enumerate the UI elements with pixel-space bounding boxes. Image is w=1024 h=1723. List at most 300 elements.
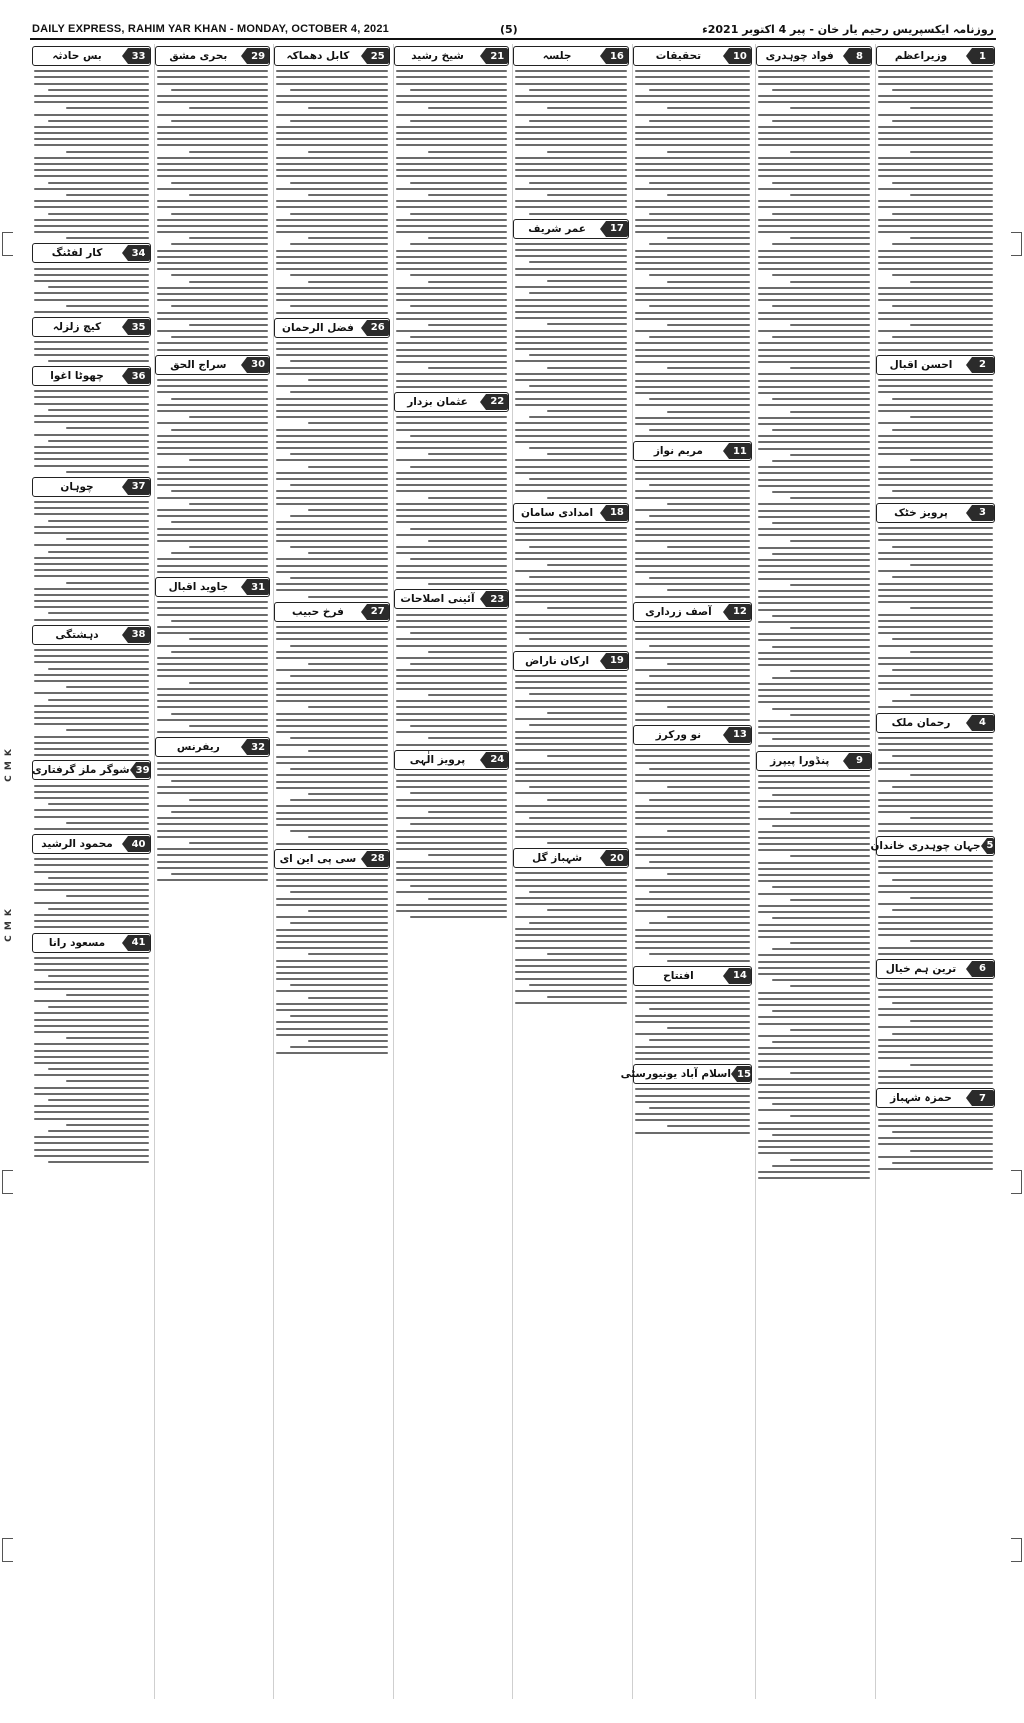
text-line xyxy=(515,330,627,332)
text-line xyxy=(892,638,993,640)
text-line xyxy=(758,126,870,128)
text-line xyxy=(758,924,870,926)
text-line xyxy=(410,528,508,530)
text-line xyxy=(547,280,627,282)
text-line xyxy=(396,744,508,746)
text-line xyxy=(529,546,627,548)
story-header xyxy=(32,933,151,953)
text-line xyxy=(758,163,870,165)
text-line xyxy=(878,435,993,437)
text-line xyxy=(48,1099,149,1101)
news-story xyxy=(394,589,510,745)
text-line xyxy=(878,614,993,616)
text-line xyxy=(171,213,269,215)
text-line xyxy=(910,651,993,653)
story-body-text xyxy=(155,70,271,350)
text-line xyxy=(396,318,508,320)
text-line xyxy=(878,169,993,171)
masthead-edition-urdu: روزنامہ ایکسپریس رحیم یار خان - پیر 4 اکتوبر 2021ء xyxy=(702,23,994,36)
text-line xyxy=(635,811,750,813)
text-line xyxy=(515,978,627,980)
text-line xyxy=(34,415,149,417)
text-line xyxy=(515,601,627,603)
text-line xyxy=(396,490,508,492)
text-line xyxy=(758,219,870,221)
text-line xyxy=(276,114,388,116)
text-line xyxy=(290,922,388,924)
text-line xyxy=(396,669,508,671)
text-line xyxy=(396,706,508,708)
news-story xyxy=(394,750,510,919)
registration-mark-right-top xyxy=(1011,232,1022,256)
text-line xyxy=(878,219,993,221)
text-line xyxy=(878,1057,993,1059)
story-header xyxy=(394,589,510,609)
story-headline: عمر شریف xyxy=(528,222,586,235)
story-body-text xyxy=(633,70,752,437)
text-line xyxy=(892,700,993,702)
story-body-text xyxy=(274,626,390,845)
text-line xyxy=(515,539,627,541)
text-line xyxy=(758,1091,870,1093)
text-line xyxy=(878,675,993,677)
text-line xyxy=(878,799,993,801)
text-line xyxy=(157,706,269,708)
text-line xyxy=(34,717,149,719)
text-line xyxy=(34,114,149,116)
text-line xyxy=(878,589,993,591)
news-story xyxy=(633,602,752,721)
text-line xyxy=(758,849,870,851)
text-line xyxy=(189,151,269,153)
text-line xyxy=(276,583,388,585)
text-line xyxy=(758,1066,870,1068)
story-body-text xyxy=(876,737,995,832)
story-body-text xyxy=(876,860,995,955)
text-line xyxy=(34,748,149,750)
text-line xyxy=(635,490,750,492)
text-line xyxy=(276,206,388,208)
text-line xyxy=(276,534,388,536)
story-body-text xyxy=(513,675,629,844)
text-line xyxy=(667,873,750,875)
text-line xyxy=(276,935,388,937)
text-line xyxy=(157,293,269,295)
news-story xyxy=(513,848,629,1004)
text-line xyxy=(290,830,388,832)
text-line xyxy=(515,527,627,529)
text-line xyxy=(515,731,627,733)
text-line xyxy=(758,330,870,332)
text-line xyxy=(157,256,269,258)
text-line xyxy=(758,930,870,932)
text-line xyxy=(396,645,508,647)
text-line xyxy=(34,513,149,515)
text-line xyxy=(276,688,388,690)
text-line xyxy=(276,916,388,918)
story-headline: مریم نواز xyxy=(653,445,703,458)
text-line xyxy=(878,1143,993,1145)
text-line xyxy=(428,540,508,542)
text-line xyxy=(772,553,870,555)
text-line xyxy=(635,521,750,523)
news-story xyxy=(876,959,995,1084)
text-line xyxy=(878,989,993,991)
text-line xyxy=(34,594,149,596)
text-line xyxy=(48,975,149,977)
text-line xyxy=(396,386,508,388)
text-line xyxy=(758,596,870,598)
story-body-text xyxy=(394,774,510,918)
text-line xyxy=(649,213,750,215)
story-number-badge: 33 xyxy=(128,48,150,64)
text-line xyxy=(308,151,388,153)
text-line xyxy=(635,854,750,856)
column xyxy=(154,44,271,1699)
text-line xyxy=(878,484,993,486)
text-line xyxy=(635,823,750,825)
text-line xyxy=(290,213,388,215)
story-headline: فرخ حبیب xyxy=(291,605,344,618)
text-line xyxy=(758,1023,870,1025)
text-line xyxy=(396,904,508,906)
text-line xyxy=(308,596,388,598)
text-line xyxy=(772,1134,870,1136)
text-line xyxy=(649,429,750,431)
text-line xyxy=(396,256,508,258)
text-line xyxy=(878,916,993,918)
text-line xyxy=(276,774,388,776)
text-line xyxy=(276,472,388,474)
text-line xyxy=(157,848,269,850)
text-line xyxy=(758,231,870,233)
text-line xyxy=(396,206,508,208)
text-line xyxy=(878,250,993,252)
text-line xyxy=(635,126,750,128)
text-line xyxy=(66,237,149,239)
text-line xyxy=(396,861,508,863)
text-line xyxy=(276,521,388,523)
text-line xyxy=(396,459,508,461)
text-line xyxy=(515,620,627,622)
text-line xyxy=(878,620,993,622)
text-line xyxy=(515,885,627,887)
text-line xyxy=(790,812,870,814)
text-line xyxy=(649,274,750,276)
text-line xyxy=(758,1171,870,1173)
story-body-text xyxy=(876,379,995,499)
text-line xyxy=(290,577,388,579)
text-line xyxy=(48,1130,149,1132)
text-line xyxy=(48,699,149,701)
story-header xyxy=(32,243,151,263)
story-headline: محمود الرشید xyxy=(41,838,113,851)
text-line xyxy=(635,552,750,554)
text-line xyxy=(758,1053,870,1055)
text-line xyxy=(396,225,508,227)
text-line xyxy=(396,688,508,690)
text-line xyxy=(878,866,993,868)
text-line xyxy=(667,503,750,505)
text-line xyxy=(635,719,750,721)
text-line xyxy=(667,663,750,665)
text-line xyxy=(772,305,870,307)
news-story xyxy=(513,46,629,215)
text-line xyxy=(171,651,269,653)
text-line xyxy=(772,886,870,888)
text-line xyxy=(649,768,750,770)
text-line xyxy=(428,737,508,739)
text-line xyxy=(290,89,388,91)
text-line xyxy=(396,534,508,536)
text-line xyxy=(171,305,269,307)
text-line xyxy=(34,132,149,134)
text-line xyxy=(34,1149,149,1151)
text-line xyxy=(910,1150,993,1152)
text-line xyxy=(276,342,388,344)
text-line xyxy=(635,70,750,72)
text-line xyxy=(878,533,993,535)
text-line xyxy=(157,157,269,159)
text-line xyxy=(635,1101,750,1103)
text-line xyxy=(758,361,870,363)
text-line xyxy=(34,649,149,651)
text-line xyxy=(157,410,269,412)
text-line xyxy=(171,620,269,622)
text-line xyxy=(515,780,627,782)
text-line xyxy=(290,768,388,770)
registration-mark-right-mid xyxy=(1011,1170,1022,1194)
text-line xyxy=(758,83,870,85)
text-line xyxy=(772,794,870,796)
text-line xyxy=(276,287,388,289)
text-line xyxy=(515,552,627,554)
text-line xyxy=(157,786,269,788)
text-line xyxy=(34,828,149,830)
text-line xyxy=(758,386,870,388)
text-line xyxy=(635,713,750,715)
text-line xyxy=(758,1047,870,1049)
text-line xyxy=(396,546,508,548)
story-number-badge: 31 xyxy=(247,579,269,595)
text-line xyxy=(758,466,870,468)
text-line xyxy=(515,200,627,202)
text-line xyxy=(758,299,870,301)
story-number-badge: 41 xyxy=(128,935,150,951)
text-line xyxy=(758,639,870,641)
text-line xyxy=(515,595,627,597)
text-line xyxy=(34,969,149,971)
text-line xyxy=(157,830,269,832)
text-line xyxy=(878,422,993,424)
text-line xyxy=(48,1161,149,1163)
text-line xyxy=(276,1034,388,1036)
text-line xyxy=(515,274,627,276)
text-line xyxy=(276,262,388,264)
story-number-badge: 37 xyxy=(128,479,150,495)
text-line xyxy=(157,823,269,825)
text-line xyxy=(635,1002,750,1004)
text-line xyxy=(649,922,750,924)
text-line xyxy=(635,935,750,937)
story-body-text xyxy=(876,983,995,1084)
text-line xyxy=(758,448,870,450)
text-line xyxy=(428,854,508,856)
text-line xyxy=(48,286,149,288)
text-line xyxy=(189,281,269,283)
text-line xyxy=(758,689,870,691)
text-line xyxy=(515,299,627,301)
text-line xyxy=(635,651,750,653)
text-line xyxy=(635,200,750,202)
story-body-text xyxy=(32,785,151,830)
text-line xyxy=(276,571,388,573)
text-line xyxy=(410,182,508,184)
text-line xyxy=(410,792,508,794)
text-line xyxy=(635,138,750,140)
text-line xyxy=(396,848,508,850)
text-line xyxy=(428,194,508,196)
text-line xyxy=(878,645,993,647)
text-line xyxy=(276,762,388,764)
text-line xyxy=(171,336,269,338)
text-line xyxy=(515,583,627,585)
text-line xyxy=(276,528,388,530)
text-line xyxy=(515,811,627,813)
text-line xyxy=(892,879,993,881)
text-line xyxy=(515,404,627,406)
text-line xyxy=(758,874,870,876)
text-line xyxy=(758,528,870,530)
text-line xyxy=(308,194,388,196)
text-line xyxy=(34,1050,149,1052)
text-line xyxy=(276,478,388,480)
text-line xyxy=(758,169,870,171)
text-line xyxy=(276,354,388,356)
text-line xyxy=(48,551,149,553)
text-line xyxy=(34,458,149,460)
text-line xyxy=(34,126,149,128)
text-line xyxy=(892,1002,993,1004)
text-line xyxy=(758,268,870,270)
story-header xyxy=(274,46,390,66)
text-line xyxy=(790,411,870,413)
text-line xyxy=(878,76,993,78)
text-line xyxy=(290,984,388,986)
text-line xyxy=(878,206,993,208)
text-line xyxy=(758,1004,870,1006)
story-headline: بحری مشق xyxy=(169,50,228,62)
text-line xyxy=(547,453,627,455)
text-line xyxy=(910,564,993,566)
text-line xyxy=(276,312,388,314)
text-line xyxy=(758,225,870,227)
text-line xyxy=(157,188,269,190)
cmyk-mark-upper: C M K xyxy=(3,748,14,782)
story-header xyxy=(274,849,390,869)
text-line xyxy=(758,1035,870,1037)
text-line xyxy=(34,858,149,860)
text-line xyxy=(276,1052,388,1054)
text-line xyxy=(758,144,870,146)
text-line xyxy=(34,957,149,959)
text-line xyxy=(396,571,508,573)
text-line xyxy=(515,126,627,128)
text-line xyxy=(515,1002,627,1004)
text-line xyxy=(772,979,870,981)
registration-mark-left-mid xyxy=(2,1170,13,1194)
text-line xyxy=(515,872,627,874)
text-line xyxy=(276,101,388,103)
text-line xyxy=(396,910,508,912)
text-line xyxy=(635,904,750,906)
text-line xyxy=(189,416,269,418)
story-headline: پرویز الٰہی xyxy=(409,753,466,766)
text-line xyxy=(157,206,269,208)
text-line xyxy=(635,472,750,474)
text-line xyxy=(290,484,388,486)
text-line xyxy=(157,867,269,869)
story-headline: جاوید اقبال xyxy=(168,581,229,593)
story-headline: تحقیقات xyxy=(655,50,702,62)
text-line xyxy=(171,274,269,276)
text-line xyxy=(878,391,993,393)
news-story xyxy=(876,503,995,709)
text-line xyxy=(758,503,870,505)
text-line xyxy=(34,661,149,663)
text-line xyxy=(878,688,993,690)
text-line xyxy=(878,805,993,807)
text-line xyxy=(515,391,627,393)
text-line xyxy=(635,175,750,177)
text-line xyxy=(157,447,269,449)
text-line xyxy=(171,811,269,813)
text-line xyxy=(758,534,870,536)
story-header xyxy=(394,392,510,412)
story-headline: مسعود رانا xyxy=(48,936,106,949)
text-line xyxy=(276,873,388,875)
text-line xyxy=(157,250,269,252)
text-line xyxy=(772,429,870,431)
text-line xyxy=(667,281,750,283)
text-line xyxy=(157,330,269,332)
text-line xyxy=(515,632,627,634)
text-line xyxy=(34,1155,149,1157)
text-line xyxy=(396,380,508,382)
text-line xyxy=(635,509,750,511)
text-line xyxy=(157,540,269,542)
text-line xyxy=(290,1046,388,1048)
text-line xyxy=(396,70,508,72)
text-line xyxy=(878,922,993,924)
text-line xyxy=(758,1146,870,1148)
text-line xyxy=(276,256,388,258)
news-story xyxy=(876,355,995,499)
text-line xyxy=(790,584,870,586)
text-line xyxy=(171,429,269,431)
text-line xyxy=(790,454,870,456)
text-line xyxy=(635,1021,750,1023)
text-line xyxy=(529,478,627,480)
text-line xyxy=(34,1142,149,1144)
text-line xyxy=(276,200,388,202)
story-header xyxy=(32,46,151,66)
text-line xyxy=(157,607,269,609)
text-line xyxy=(878,101,993,103)
text-line xyxy=(878,780,993,782)
text-line xyxy=(290,391,388,393)
text-line xyxy=(276,404,388,406)
